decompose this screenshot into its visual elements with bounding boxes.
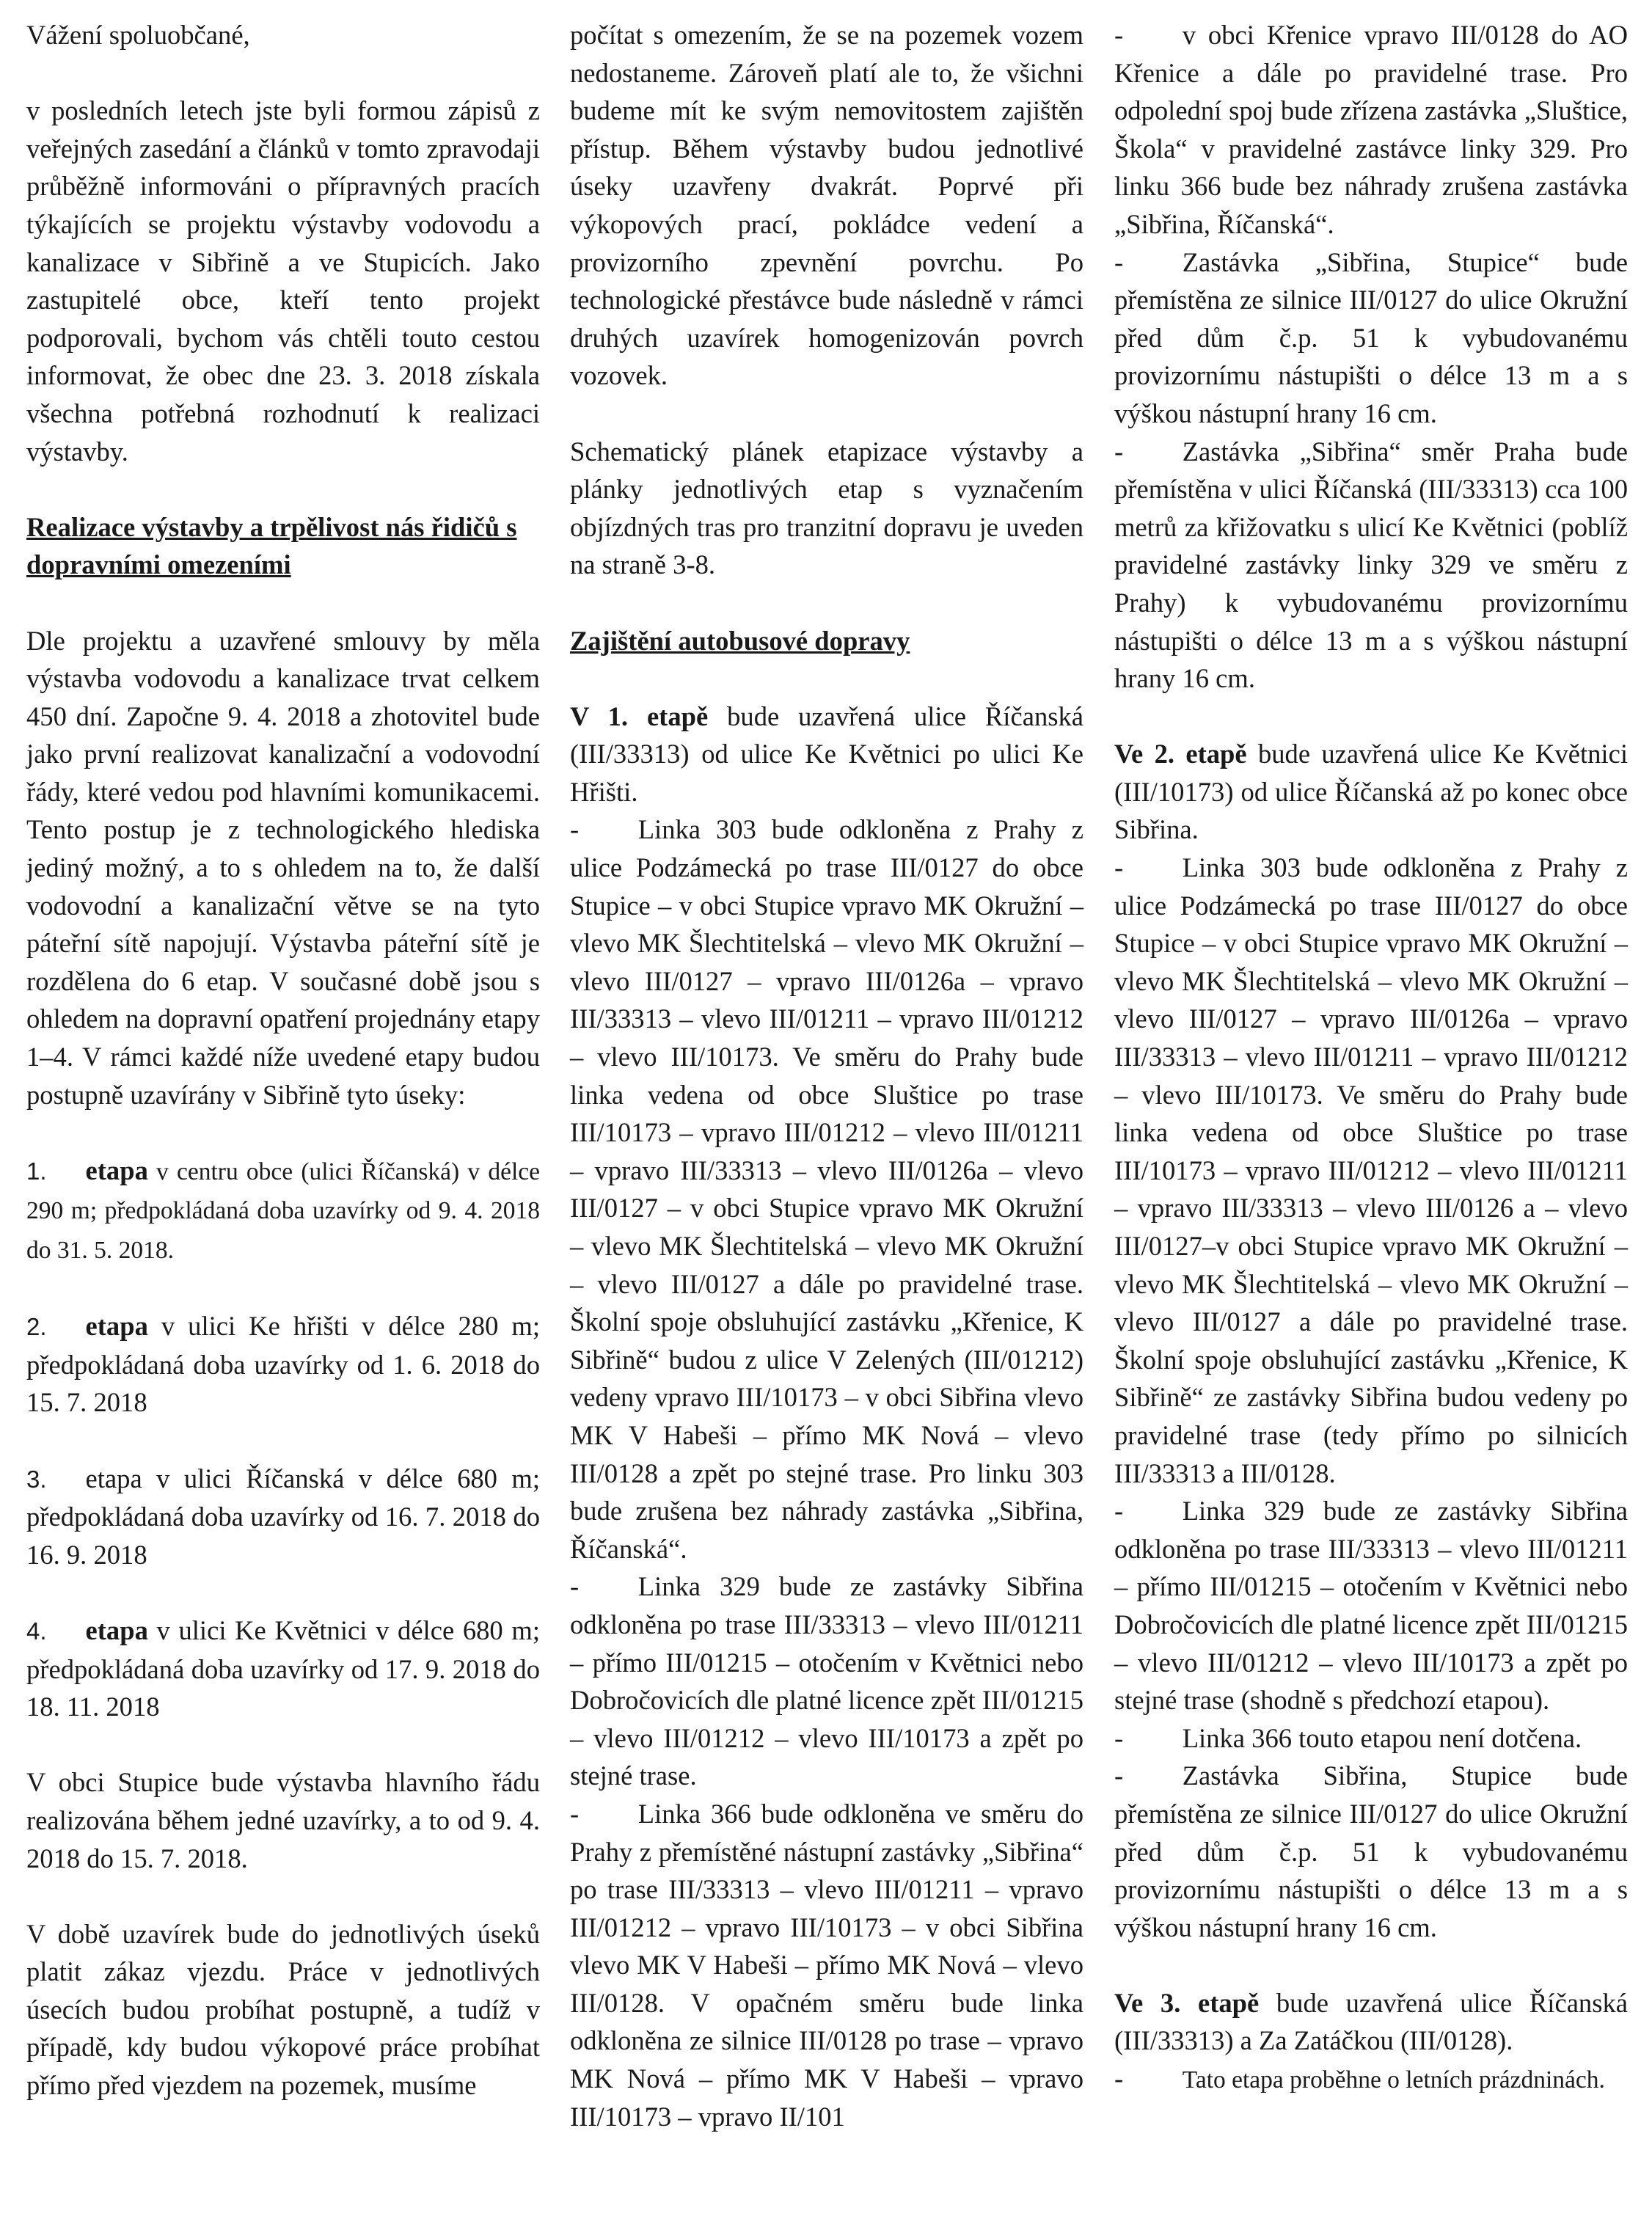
bus-item-366 xyxy=(570,1795,1083,2135)
bus-item-329 xyxy=(570,1568,1083,1795)
greeting: Vážení spoluobčané, xyxy=(26,20,250,50)
stage-2-label: Ve 2. etapě xyxy=(1114,739,1247,769)
bus-item-text: Zastávka „Sibřina“ směr Praha bude přemístěna v ulici Říčanská (III/33313) cca 100 metrů za křižovatku s ulicí Ke Květnici (poblíž pravidelné zastávky linky 329 ve směru z Prahy) k vybudovanému provizornímu nástupišti o délce 13 m a s výškou nástupní hrany 16 cm. xyxy=(1114,436,1628,694)
stage-number: 1. xyxy=(26,1157,47,1185)
bus-item-text: Linka 329 bude ze zastávky Sibřina odkloněna po trase III/33313 – vlevo III/01211 – přímo III/01215 – otočením v Květnici nebo Dobročovicích dle platné licence zpět III/01215 – vlevo III/01212 – vlevo III/10173 a zpět po stejné trase. xyxy=(570,1571,1083,1791)
bus-item-stop-stage2 xyxy=(1114,1757,1628,1946)
bus-item-stage3 xyxy=(1114,2060,1628,2099)
stage-number: 3. xyxy=(26,1465,47,1493)
stage-1-text: bude uzavřená ulice Říčanská (III/33313) od ulice Ke Květnici po ulici Ke Hřišti. xyxy=(570,701,1083,807)
column-1 xyxy=(26,16,540,2105)
stage-label: etapa xyxy=(85,1311,148,1342)
bus-item-text: Linka 366 bude odkloněna ve směru do Prahy z přemístěné nástupní zastávky „Sibřina“ po trase III/33313 – vlevo III/01211 – vpravo III/01212 – vpravo III/10173 – v obci Sibřina vlevo MK V Habeši – přímo MK Nová – vlevo III/0128. V opačném směru bude linka odkloněna ze silnice III/0128 po trase – vpravo MK Nová – přímo MK V Habeši – vpravo III/10173 – vpravo II/101 xyxy=(570,1798,1083,2132)
stage-2-intro xyxy=(1114,735,1628,849)
bus-item-366-stage2 xyxy=(1114,1719,1628,1758)
stage-1-intro xyxy=(570,698,1083,811)
stage-text: v ulici Ke Květnici v délce 680 m; předpokládaná doba uzavírky od 17. 9. 2018 do 18. 11. 2018 xyxy=(26,1615,540,1722)
dash-bullet: - xyxy=(1114,20,1124,50)
bus-item-329-stage2 xyxy=(1114,1492,1628,1719)
stage-text: v ulici Ke hřišti v délce 280 m; předpokládaná doba uzavírky od 1. 6. 2018 do 15. 7. 2018 xyxy=(26,1311,540,1418)
dash-bullet: - xyxy=(570,814,580,845)
stage-text: v centru obce (ulici Říčanská) v délce 290 m; předpokládaná doba uzavírky od 9. 4. 2018 do 31. 5. 2018. xyxy=(26,1158,540,1264)
bus-item-text: Zastávka Sibřina, Stupice bude přemístěna ze silnice III/0127 do ulice Okružní před dům č.p. 51 k vybudovanému provizornímu nástupišti o délce 13 m a s výškou nástupní hrany 16 cm. xyxy=(1114,1760,1628,1942)
bus-item-366-cont xyxy=(1114,16,1628,244)
stage-number: 4. xyxy=(26,1617,47,1645)
paragraph-access: počítat s omezením, že se na pozemek vozem nedostaneme. Zároveň platí ale to, že všichni budeme mít ke svým nemovitostem zajištěn přístup. Během výstavby budou jednotlivé úseky uzavřeny dvakrát. Poprvé při výkopových prací, pokládce vedení a provizorního zpevnění povrchu. Po technologické přestávce bude následně v rámci druhých uzavírek homogenizován povrch vozovek. xyxy=(570,20,1083,391)
dash-bullet: - xyxy=(1114,246,1124,277)
dash-bullet: - xyxy=(1114,2063,1124,2094)
bus-item-text: Linka 303 bude odkloněna z Prahy z ulice Podzámecká po trase III/0127 do obce Stupice – v obci Stupice vpravo MK Okružní – vlevo MK Šlechtitelská – vlevo MK Okružní – vlevo III/0127 – vpravo III/0126a – vpravo III/33313 – vlevo III/01211 – vpravo III/01212 – vlevo III/10173. Ve směru do Prahy bude linka vedena od obce Sluštice po trase III/10173 – vpravo III/01212 – vlevo III/01211 – vpravo III/33313 – vlevo III/0126a – vlevo III/0127 – v obci Stupice vpravo MK Okružní – vlevo MK Šlechtitelská – vlevo MK Okružní – vlevo III/0127 a dále po pravidelné trase. Školní spoje obsluhující zastávku „Křenice, K Sibřině“ budou z ulice V Zelených (III/01212) vedeny vpravo III/10173 – v obci Sibřina vlevo MK V Habeši – přímo MK Nová – vlevo III/0128 a zpět po stejné trase. Pro linku 303 bude zrušena bez náhrady zastávka „Sibřina, Říčanská“. xyxy=(570,814,1083,1564)
stage-3-text: bude uzavřená ulice Říčanská (III/33313) a Za Zatáčkou (III/0128). xyxy=(1114,1987,1628,2056)
bus-item-stop-stupice xyxy=(1114,244,1628,433)
stage-3-intro xyxy=(1114,1984,1628,2060)
stage-text: etapa v ulici Říčanská v délce 680 m; předpokládaná doba uzavírky od 16. 7. 2018 do 16. 9. 2018 xyxy=(26,1463,540,1570)
stage-1-label: V 1. etapě xyxy=(570,701,709,731)
dash-bullet: - xyxy=(570,1798,580,1829)
stage-item-1 xyxy=(26,1152,540,1270)
bus-item-303-stage2 xyxy=(1114,849,1628,1492)
stage-label: etapa xyxy=(85,1615,148,1645)
bus-item-303 xyxy=(570,811,1083,1568)
bus-item-text: Linka 329 bude ze zastávky Sibřina odkloněna po trase III/33313 – vlevo III/01211 – přímo III/01215 – otočením v Květnici nebo Dobročovicích dle platné licence zpět III/01215 – vlevo III/01212 – vlevo III/10173 a zpět po stejné trase (shodně s předchozí etapou). xyxy=(1114,1496,1628,1716)
dash-bullet: - xyxy=(1114,436,1124,467)
dash-bullet: - xyxy=(1114,852,1124,883)
column-2 xyxy=(570,16,1083,2135)
section-heading-bus: Zajištění autobusové dopravy xyxy=(570,625,910,656)
paragraph-stupice: V obci Stupice bude výstavba hlavního řádu realizována během jedné uzavírky, a to od 9. 4. 2018 do 15. 7. 2018. xyxy=(26,1767,540,1873)
paragraph-project: Dle projektu a uzavřené smlouvy by měla výstavba vodovodu a kanalizace trvat celkem 450 dní. Započne 9. 4. 2018 a zhotovitel bude jako první realizovat kanalizační a vodovodní řády, které vedou pod hlavními komunikacemi. Tento postup je z technologického hlediska jediný možný, a to s ohledem na to, že další vodovodní a kanalizační větve se na tyto páteřní sítě napojují. Výstavba páteřní sítě je rozdělena do 6 etap. V současné době jsou s ohledem na dopravní opatření projednány etapy 1–4. V rámci každé níže uvedené etapy budou postupně uzavírány v Sibřině tyto úseky: xyxy=(26,625,540,1110)
paragraph-closures: V době uzavírek bude do jednotlivých úseků platit zákaz vjezdu. Práce v jednotlivých úsecích budou probíhat postupně, a tudíž v případě, kdy budou výkopové práce probíhat přímo před vjezdem na pozemek, musíme xyxy=(26,1918,540,2101)
stage-item-4 xyxy=(26,1612,540,1726)
dash-bullet: - xyxy=(1114,1760,1124,1791)
dash-bullet: - xyxy=(1114,1496,1124,1526)
bus-item-text: v obci Křenice vpravo III/0128 do AO Křenice a dále po pravidelné trase. Pro odpolední spoj bude zřízena zastávka „Sluštice, Škola“ v pravidelné zastávce linky 329. Pro linku 366 bude bez náhrady zrušena zastávka „Sibřina, Říčanská“. xyxy=(1114,20,1628,239)
bus-item-text: Tato etapa proběhne o letních prázdninách. xyxy=(1182,2066,1605,2094)
dash-bullet: - xyxy=(1114,1722,1124,1753)
bus-item-text: Zastávka „Sibřina, Stupice“ bude přemístěna ze silnice III/0127 do ulice Okružní před dům č.p. 51 k vybudovanému provizornímu nástupišti o délce 13 m a s výškou nástupní hrany 16 cm. xyxy=(1114,246,1628,428)
intro-paragraph: v posledních letech jste byli formou zápisů z veřejných zasedání a článků v tomto zpravodaji průběžně informováni o přípravných pracích týkajících se projektu výstavby vodovodu a kanalizace v Sibřině a ve Stupicích. Jako zastupitelé obce, kteří tento projekt podporovali, bychom vás chtěli touto cestou informovat, že obec dne 23. 3. 2018 získala všechna potřebná rozhodnutí k realizaci výstavby. xyxy=(26,95,540,467)
stage-3-label: Ve 3. etapě xyxy=(1114,1987,1260,2018)
stage-2-text: bude uzavřená ulice Ke Květnici (III/10173) od ulice Říčanská až po konec obce Sibřina. xyxy=(1114,739,1628,845)
bus-item-text: Linka 303 bude odkloněna z Prahy z ulice Podzámecká po trase III/0127 do obce Stupice – v obci Stupice vpravo MK Okružní – vlevo MK Šlechtitelská – vlevo MK Okružní – vlevo III/0127 – vpravo III/0126a – vpravo III/33313 – vlevo III/01211 – vpravo III/01212 – vlevo III/10173. Ve směru do Prahy bude linka vedena od obce Sluštice po trase III/10173 – vpravo III/01212 – vlevo III/01211 – vpravo III/33313 – vlevo III/0126 a – vlevo III/0127–v obci Stupice vpravo MK Okružní – vlevo MK Šlechtitelská – vlevo MK Okružní – vlevo III/0127 a dále po pravidelné trase. Školní spoje obsluhující zastávku „Křenice, K Sibřině“ ze zastávky Sibřina budou vedeny po pravidelné trase (tedy přímo po silnicích III/33313 a III/0128. xyxy=(1114,852,1628,1488)
paragraph-plan: Schematický plánek etapizace výstavby a plánky jednotlivých etap s vyznačením objízdných tras pro tranzitní dopravu je uveden na straně 3-8. xyxy=(570,436,1083,580)
bus-item-text: Linka 366 touto etapou není dotčena. xyxy=(1182,1722,1582,1753)
bus-item-stop-sibrina xyxy=(1114,433,1628,698)
stage-item-3 xyxy=(26,1460,540,1574)
section-heading-construction: Realizace výstavby a trpělivost nás řidičů s dopravními omezeními xyxy=(26,511,517,580)
dash-bullet: - xyxy=(570,1571,580,1602)
stage-item-2 xyxy=(26,1307,540,1422)
stage-number: 2. xyxy=(26,1313,47,1341)
stage-label: etapa xyxy=(85,1155,148,1185)
column-3 xyxy=(1114,16,1628,2099)
